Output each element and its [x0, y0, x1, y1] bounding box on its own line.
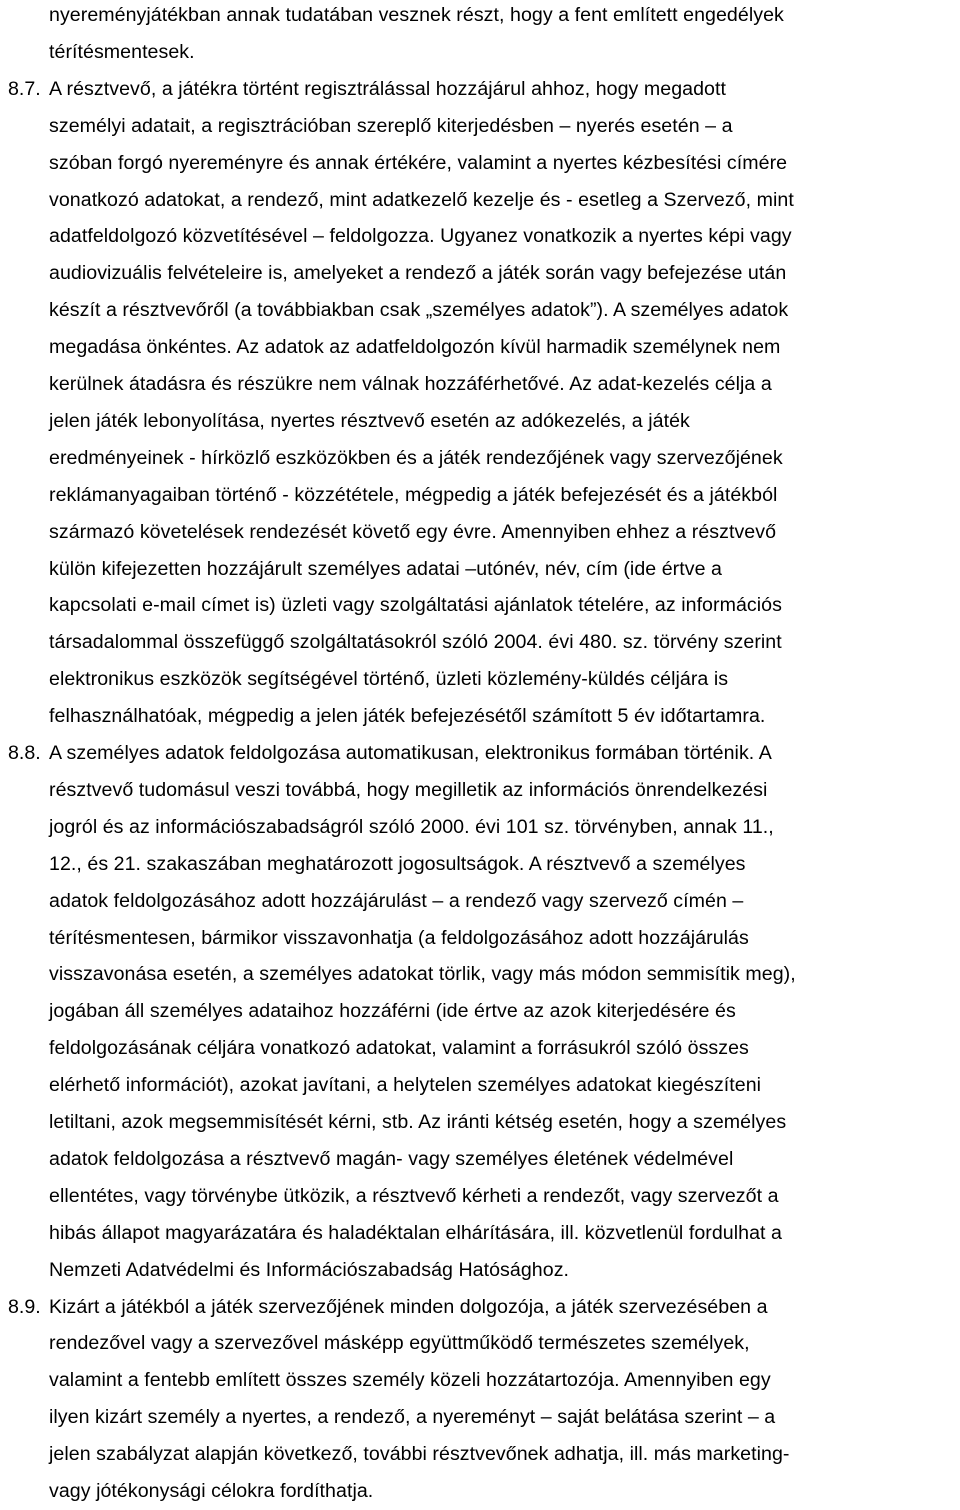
section-number: 8.8. — [8, 742, 41, 764]
paragraph-line: elektronikus eszközök segítségével történő, üzleti közlemény-küldés céljára is — [49, 668, 729, 691]
paragraph-line: A résztvevő, a játékra történt regisztrálással hozzájárul ahhoz, hogy megadott — [49, 77, 726, 100]
paragraph-line: hibás állapot magyarázatára és haladéktalan elhárítására, ill. közvetlenül fordulhat a — [49, 1221, 782, 1244]
paragraph-line: adatok feldolgozása a résztvevő magán- vagy személyes életének védelmével — [49, 1147, 734, 1170]
paragraph-line: eredményeinek - hírközlő eszközökben és a játék rendezőjének vagy szervezőjének — [49, 446, 783, 469]
paragraph-line: külön kifejezetten hozzájárult személyes adatai –utónév, név, cím (ide értve a — [49, 557, 722, 580]
paragraph-line: megadása önkéntes. Az adatok az adatfeldolgozón kívül harmadik személynek nem — [49, 336, 781, 359]
paragraph-line: audiovizuális felvételeire is, amelyeket a rendező a játék során vagy befejezése után — [49, 262, 787, 285]
paragraph-line: 12., és 21. szakaszában meghatározott jogosultságok. A résztvevő a személyes — [49, 852, 746, 875]
paragraph-line: társadalommal összefüggő szolgáltatásokról szóló 2004. évi 480. sz. törvény szerint — [49, 631, 782, 654]
paragraph-line: Kizárt a játékból a játék szervezőjének minden dolgozója, a játék szervezésében a — [49, 1295, 768, 1318]
paragraph-line: jelen szabályzat alapján következő, további résztvevőnek adhatja, ill. más marketing- — [49, 1443, 790, 1466]
paragraph-line: letiltani, azok megsemmisítését kérni, stb. Az iránti kétség esetén, hogy a személyes — [49, 1111, 787, 1133]
paragraph-line: A személyes adatok feldolgozása automatikusan, elektronikus formában történik. A — [49, 742, 772, 764]
paragraph-line: visszavonása esetén, a személyes adatokat törlik, vagy más módon semmisítik meg), — [49, 963, 796, 986]
paragraph-line: ellentétes, vagy törvénybe ütközik, a résztvevő kérheti a rendezőt, vagy szervezőt a — [49, 1184, 779, 1207]
paragraph-line: szóban forgó nyereményre és annak értékére, valamint a nyertes kézbesítési címére — [49, 151, 788, 174]
paragraph-line: ilyen kizárt személy a nyertes, a rendező, a nyereményt – saját belátása szerint – a — [49, 1406, 776, 1429]
paragraph-line: személyi adatait, a regisztrációban szereplő kiterjedésben – nyerés esetén – a — [49, 114, 733, 137]
paragraph-line: vonatkozó adatokat, a rendező, mint adatkezelő kezelje és - esetleg a Szervező, mint — [49, 188, 794, 211]
paragraph-line: Nemzeti Adatvédelmi és Információszabadság Hatósághoz. — [49, 1258, 570, 1281]
paragraph-line: felhasználhatóak, mégpedig a jelen játék befejezésétől számított 5 év időtartamra. — [49, 705, 766, 728]
paragraph-line: adatok feldolgozásához adott hozzájárulást – a rendező vagy szervező címén – — [49, 889, 744, 912]
paragraph-line: elérhető információt), azokat javítani, a helytelen személyes adatokat kiegészíteni — [49, 1074, 762, 1097]
paragraph-line: készít a résztvevőről (a továbbiakban csak „személyes adatok”). A személyes adatok — [49, 299, 789, 322]
section-number: 8.7. — [8, 77, 41, 100]
intro-line: nyereményjátékban annak tudatában vesznek részt, hogy a fent említett engedélyek — [49, 4, 784, 26]
paragraph-line: jogában áll személyes adataihoz hozzáférni (ide értve az azok kiterjedésére és — [49, 1000, 736, 1023]
paragraph-line: származó követelések rendezését követő egy évre. Amennyiben ehhez a résztvevő — [49, 520, 777, 543]
section-number: 8.9. — [8, 1295, 41, 1318]
paragraph-line: kerülnek átadásra és részükre nem válnak hozzáférhetővé. Az adat-kezelés célja a — [49, 373, 772, 395]
paragraph-line: valamint a fentebb említett összes személy közeli hozzátartozója. Amennyiben egy — [49, 1369, 771, 1392]
paragraph-line: vagy jótékonysági célokra fordíthatja. — [49, 1480, 374, 1502]
paragraph-line: reklámanyagaiban történő - közzététele, mégpedig a játék befejezését és a játékból — [49, 483, 778, 506]
paragraph-line: jelen játék lebonyolítása, nyertes résztvevő esetén az adókezelés, a játék — [49, 409, 690, 432]
intro-line: térítésmentesek. — [49, 40, 195, 63]
paragraph-line: kapcsolati e-mail címet is) üzleti vagy szolgáltatási ajánlatok tételére, az információs — [49, 594, 782, 617]
paragraph-line: adatfeldolgozó közvetítésével – feldolgozza. Ugyanez vonatkozik a nyertes képi vagy — [49, 225, 792, 248]
paragraph-line: térítésmentesen, bármikor visszavonhatja (a feldolgozásához adott hozzájárulás — [49, 926, 749, 949]
paragraph-line: jogról és az információszabadságról szóló 2000. évi 101 sz. törvényben, annak 11., — [49, 815, 774, 838]
paragraph-line: rendezővel vagy a szervezővel másképp együttműködő természetes személyek, — [49, 1332, 750, 1355]
paragraph-line: résztvevő tudomásul veszi továbbá, hogy megilletik az információs önrendelkezési — [49, 778, 768, 801]
paragraph-line: feldolgozásának céljára vonatkozó adatokat, valamint a forrásukról szóló összes — [49, 1037, 749, 1060]
